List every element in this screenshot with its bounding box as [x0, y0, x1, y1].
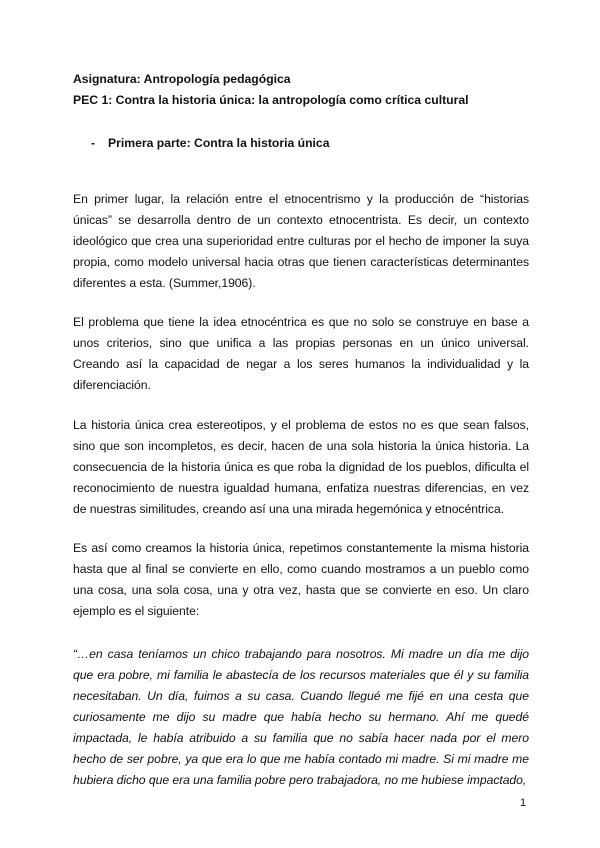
section-heading [91, 136, 329, 150]
paragraph-1: En primer lugar, la relación entre el etnocentrismo y la producción de “historias únicas” se desarrolla dentro de un contexto etnocentrista. Es decir, un contexto ideológico que crea una superioridad entre culturas por el hecho de imponer la suya propia, como modelo universal hacia otras que tienen características determinantes diferentes a esta. (Summer,1906). [73, 192, 529, 290]
quote-paragraph: “…en casa teníamos un chico trabajando para nosotros. Mi madre un día me dijo que era pobre, mi familia le abastecía de los recursos materiales que él y su familia necesitaban. Un día, fuimos a su casa. Cuando llegué me fijé en una cesta que curiosamente me dijo su madre que había hecho su hermano. Ahí me quedé impactada, le había atribuido a su familia que no sabía hacer nada por el mero hecho de ser pobre, ya que era lo que me había contado mi madre. Si mi madre me hubiera dicho que era una familia pobre pero trabajadora, no me hubiese impactado, [73, 647, 529, 787]
subject-heading: Asignatura: Antropología pedagógica [73, 72, 291, 86]
paragraph-2: El problema que tiene la idea etnocéntrica es que no solo se construye en base a unos criterios, sino que unifica a las propias personas en un único universal. Creando así la capacidad de negar a los seres humanos la individualidad y la diferenciación. [73, 315, 529, 392]
document-title: PEC 1: Contra la historia única: la antropología como crítica cultural [73, 93, 469, 107]
paragraph-4: Es así como creamos la historia única, repetimos constantemente la misma historia hasta que al final se convierte en ello, como cuando mostramos a un pueblo como una cosa, una sola cosa, una y otra vez, hasta que se convierte en eso. Un claro ejemplo es el siguiente: [73, 541, 529, 618]
section-label: Primera parte: Contra la historia única [108, 136, 330, 150]
paragraph-3: La historia única crea estereotipos, y el problema de estos no es que sean falsos, sino que son incompletos, es decir, hacen de una sola historia la única historia. La consecuencia de la historia única es que roba la dignidad de los pueblos, dificulta el reconocimiento de nuestra igualdad humana, enfatiza nuestras diferencias, en vez de nuestras similitudes, creando así una una mirada hegemónica y etnocéntrica. [73, 418, 529, 516]
section-bullet-dash: - [91, 136, 96, 150]
page-number: 1 [520, 797, 527, 809]
